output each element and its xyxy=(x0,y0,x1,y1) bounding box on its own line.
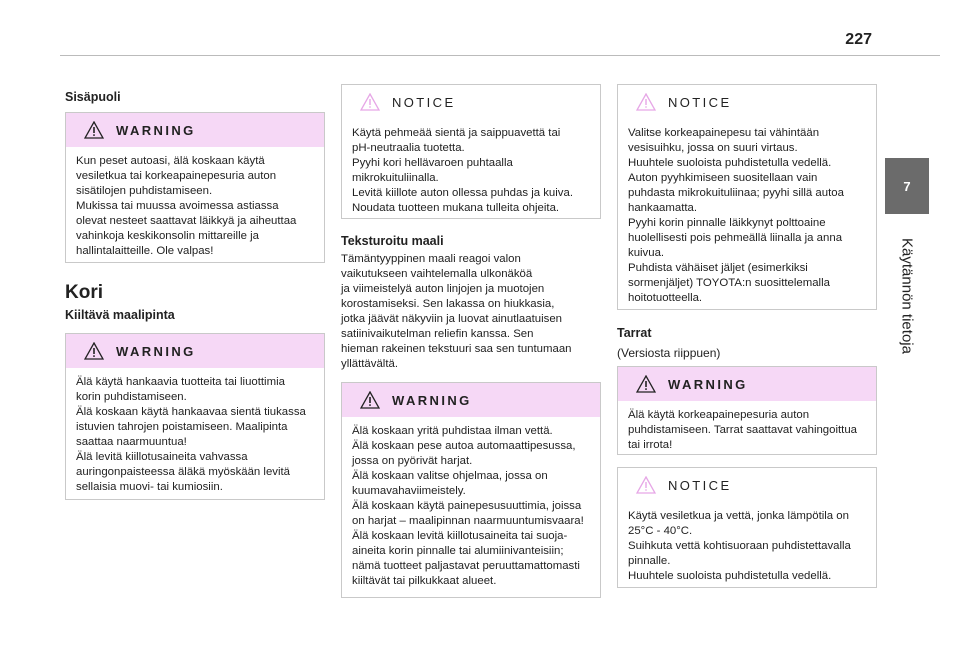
chapter-tab[interactable]: 7 xyxy=(885,158,929,214)
notice-box-decals xyxy=(617,467,877,588)
gloss-heading: Kiiltävä maalipinta xyxy=(65,308,175,322)
notice-header xyxy=(618,85,876,119)
notice-text: Käytä pehmeää sientä ja saippuavettä tai pH-neutraalia tuotetta. Pyyhi kori hellävaroen puhtaalla mikrokuituliinalla. Levitä kiillote auton ollessa puhdas ja kuiva. Noudata tuotteen mukana tulleita ohjeita. xyxy=(352,127,573,214)
notice-label: NOTICE xyxy=(392,94,456,110)
notice-triangle-icon xyxy=(636,93,656,111)
warning-triangle-icon xyxy=(84,121,104,139)
warning-label: WARNING xyxy=(116,122,196,138)
decals-heading: Tarrat xyxy=(617,326,652,340)
decals-subtitle: (Versiosta riippuen) xyxy=(617,346,721,360)
warning-header xyxy=(342,383,600,417)
warning-triangle-icon xyxy=(84,342,104,360)
warning-box-washing xyxy=(341,382,601,598)
warning-box-decals xyxy=(617,366,877,455)
warning-label: WARNING xyxy=(116,343,196,359)
notice-text: Valitse korkeapainepesu tai vähintään vesisuihku, jossa on suuri virtaus. Huuhtele suoloista puhdistetulla vedellä. Auton pyyhkimiseen suositellaan vain puhdasta mikrokuituliinaa; pyyhi sillä autoa hankaamatta. Pyyhi korin pinnalle läikkynyt polttoaine huolellisesti pois pehmeällä liinalla ja anna kuivua. Puhdista vähäiset jäljet (esimerkiksi sormenjäljet) TOYOTA:n suosittelemalla hoitotuotteella. xyxy=(628,127,844,304)
warning-box-interior xyxy=(65,112,325,263)
warning-triangle-icon xyxy=(360,391,380,409)
warning-text: Älä koskaan yritä puhdistaa ilman vettä. Älä koskaan pese autoa automaattipesussa, jossa on pyörivät harjat. Älä koskaan valitse ohjelmaa, jossa on kuumavahaviimeistely. Älä koskaan käytä painepesusuuttimia, joissa on harjat – maalipinnan naarmuuntumisvaara! Älä koskaan levitä kiillotusaineita tai suoja- aineita korin pinnalle tai alumiinivanteisiin; nämä tuotteet paljastavat peruuttamattomasti kiiltävät tai pilkukkaat alueet. xyxy=(352,425,584,587)
chapter-title: Käytännön tietoja xyxy=(898,238,916,354)
notice-label: NOTICE xyxy=(668,94,732,110)
notice-box-pressure xyxy=(617,84,877,310)
warning-text: Älä käytä hankaavia tuotteita tai liuottimia korin puhdistamiseen. Älä koskaan käytä hankaavaa sientä tiukassa istuvien tahrojen poistamiseen. Maalipinta saattaa naarmuuntua! Älä levitä kiillotusaineita vahvassa auringonpaisteessa äläkä myöskään levitä sellaisia muovi- tai kumiosiin. xyxy=(76,376,306,493)
warning-header xyxy=(66,334,324,368)
warning-box-gloss xyxy=(65,333,325,500)
notice-label: NOTICE xyxy=(668,477,732,493)
warning-label: WARNING xyxy=(392,392,472,408)
notice-header xyxy=(342,85,600,119)
notice-triangle-icon xyxy=(636,476,656,494)
warning-header xyxy=(618,367,876,401)
notice-text: Käytä vesiletkua ja vettä, jonka lämpötila on 25°C - 40°C. Suihkuta vettä kohtisuoraan puhdistettavalla pinnalle. Huuhtele suoloista puhdistetulla vedellä. xyxy=(628,510,851,582)
notice-box-wash xyxy=(341,84,601,219)
warning-text: Älä käytä korkeapainepesuria auton puhdistamiseen. Tarrat saattavat vahingoittua tai irrota! xyxy=(628,409,858,451)
warning-label: WARNING xyxy=(668,376,748,392)
interior-heading: Sisäpuoli xyxy=(65,90,121,104)
warning-triangle-icon xyxy=(636,375,656,393)
textured-heading: Teksturoitu maali xyxy=(341,234,444,248)
page-number: 227 xyxy=(845,31,872,48)
body-heading: Kori xyxy=(65,282,103,303)
notice-triangle-icon xyxy=(360,93,380,111)
textured-text: Tämäntyyppinen maali reagoi valon vaikutukseen vaihtelemalla ulkonäköä ja viimeistelyä auton linjojen ja muotojen korostamiseksi. Sen lakassa on hiukkasia, jotka jäävät näkyviin ja luovat ainutlaatuisen satiinivaikutelman reliefin kanssa. Sen hieman rakeinen tekstuuri saa sen tuntumaan yllättävältä. xyxy=(341,253,572,370)
warning-text: Kun peset autoasi, älä koskaan käytä vesiletkua tai korkeapainepesuria auton sisätilojen puhdistamiseen. Mukissa tai muussa avoimessa astiassa olevat nesteet saattavat läikkyä ja aiheuttaa vahinkoja keskikonsolin mittareille ja hallintalaitteille. Ole valpas! xyxy=(76,155,297,257)
notice-header xyxy=(618,468,876,502)
header-rule xyxy=(60,55,940,56)
warning-header xyxy=(66,113,324,147)
